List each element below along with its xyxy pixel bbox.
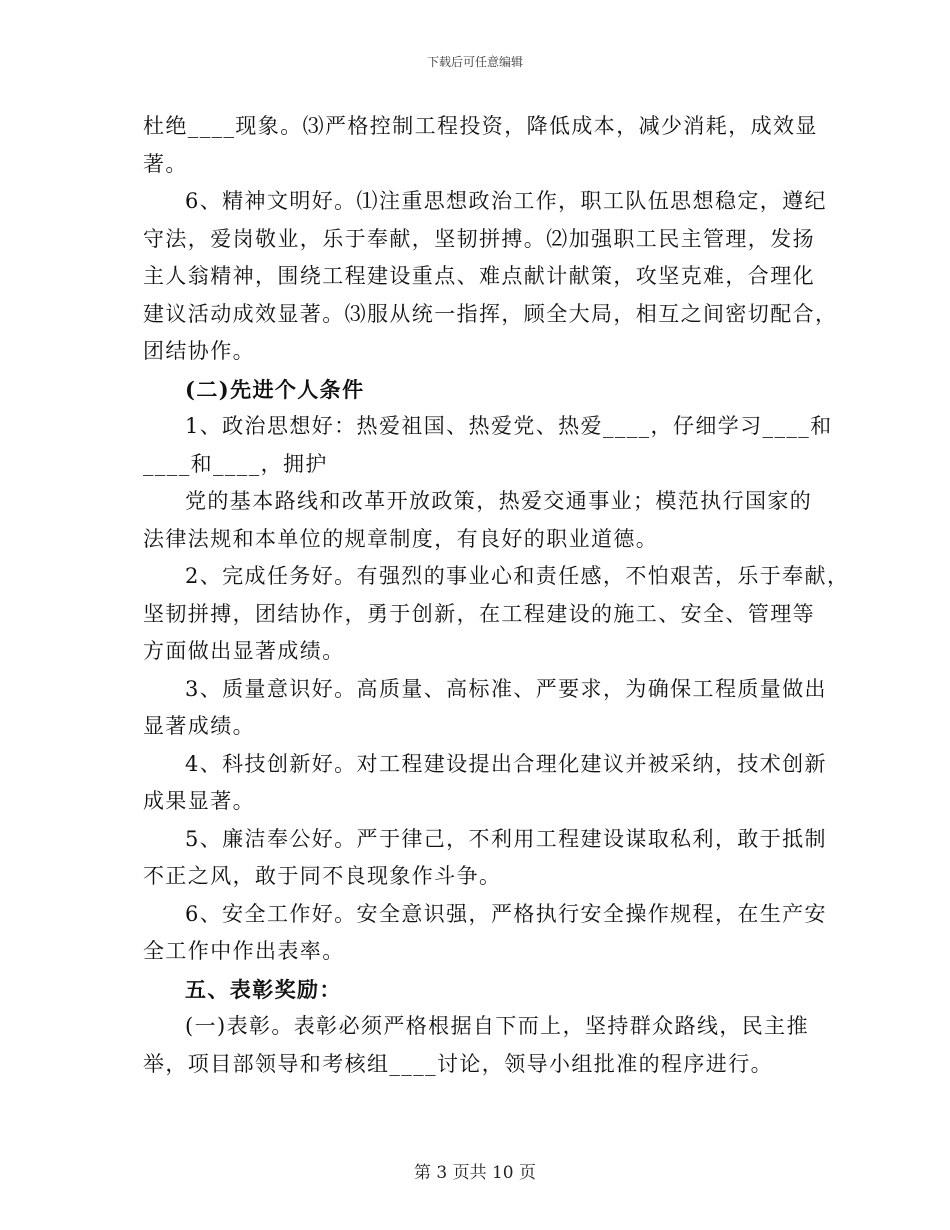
text-line: 法律法规和本单位的规章制度，有良好的职业道德。	[143, 526, 659, 551]
page-header: 下载后可任意编辑	[426, 55, 523, 69]
text-line: 举，项目部领导和考核组____讨论，领导小组批准的程序进行。	[143, 1051, 773, 1076]
text-line: (一)表彰。表彰必须严格根据自下而上，坚持群众路线，民主推	[185, 1014, 809, 1038]
text-line: 成果显著。	[143, 789, 255, 813]
text-line: 5、廉洁奉公好。严于律己，不利用工程建设谋取私利，敢于抵制	[185, 826, 827, 851]
text-line: 建议活动成效显著。⑶服从统一指挥，顾全大局，相互之间密切配合，	[143, 301, 838, 326]
text-line: 团结协作。	[143, 339, 255, 363]
text-line: 2、完成任务好。有强烈的事业心和责任感，不怕艰苦，乐于奉献，	[185, 564, 850, 588]
text-line: 全工作中作出表率。	[143, 939, 345, 963]
text-line: 方面做出显著成绩。	[143, 639, 345, 663]
text-line: ____和____，拥护	[143, 451, 328, 476]
text-line: 6、安全工作好。安全意识强，严格执行安全操作规程，在生产安	[185, 901, 827, 926]
text-line: 杜绝____现象。⑶严格控制工程投资，降低成本，减少消耗，成效显	[143, 114, 818, 138]
text-line: 著。	[143, 151, 188, 176]
section-heading: 五、表彰奖励：	[185, 976, 342, 1002]
text-line: 坚韧拼搏，团结协作，勇于创新，在工程建设的施工、安全、管理等	[143, 601, 815, 626]
text-line: 显著成绩。	[143, 714, 255, 738]
text-line: 1、政治思想好：热爱祖国、热爱党、热爱____，仔细学习____和	[185, 414, 833, 438]
text-line: 6、精神文明好。⑴注重思想政治工作，职工队伍思想稳定，遵纪	[185, 189, 827, 213]
section-heading: (二)先进个人条件	[185, 376, 365, 402]
text-line: 主人翁精神，围绕工程建设重点、难点献计献策，攻坚克难，合理化	[143, 264, 815, 288]
text-line: 守法，爱岗敬业，乐于奉献，坚韧拼搏。⑵加强职工民主管理，发扬	[143, 226, 815, 251]
text-line: 3、质量意识好。高质量、高标准、严要求，为确保工程质量做出	[185, 676, 827, 701]
text-line: 党的基本路线和改革开放政策，热爱交通事业；模范执行国家的	[185, 489, 813, 513]
text-line: 不正之风，敢于同不良现象作斗争。	[143, 864, 502, 888]
page-footer: 第 3 页共 10 页	[413, 1163, 537, 1183]
body-text	[143, 108, 850, 1083]
text-line: 4、科技创新好。对工程建设提出合理化建议并被采纳，技术创新	[185, 751, 827, 776]
